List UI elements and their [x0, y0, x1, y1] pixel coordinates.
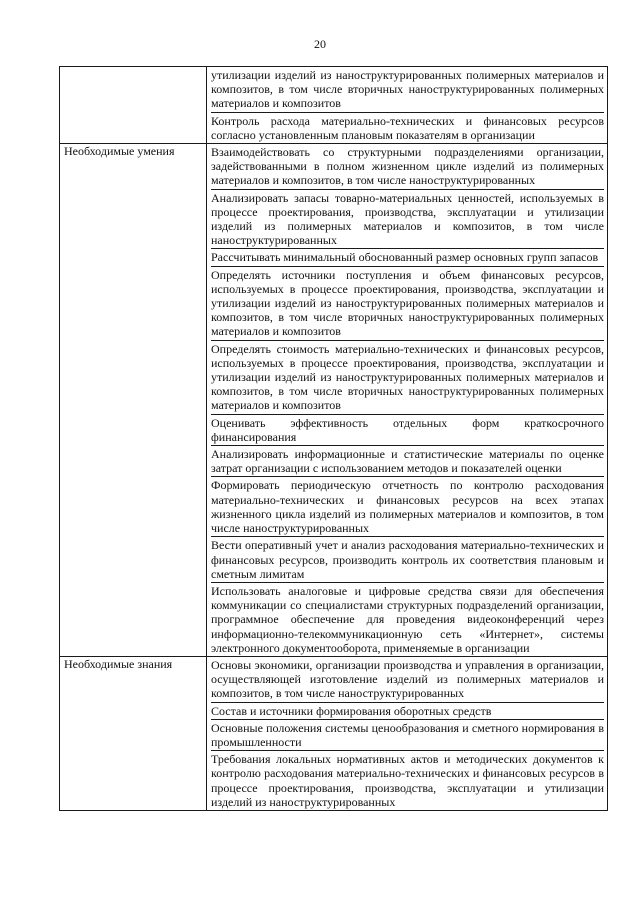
- requirement-item: Определять стоимость материально-технических и финансовых ресурсов, используемых в процессе проектирования, производства, эксплуатации и утилизации изделий из наноструктурированных полимерных материалов и композитов, в том числе вторичных наноструктурированных полимерных материалов и композитов: [211, 341, 604, 413]
- requirement-item: Основы экономики, организации производства и управления в организации, осуществляющей изготовление изделий из полимерных материалов и композитов, в том числе наноструктурированных: [211, 657, 604, 701]
- table-row: [60, 144, 608, 657]
- table-row: [60, 67, 608, 144]
- requirement-item: Анализировать информационные и статистические материалы по оценке затрат организации с использованием методов и показателей оценки: [211, 447, 604, 476]
- items-cell: [207, 67, 608, 144]
- page-number: 20: [314, 37, 326, 51]
- requirement-item: Требования локальных нормативных актов и методических документов к контролю расходования материально-технических и финансовых ресурсов в процессе проектирования, производства, эксплуатации и утилизации изделий из наноструктурированных: [211, 752, 604, 809]
- requirement-item: Определять источники поступления и объем финансовых ресурсов, используемых в процессе проектирования, производства, эксплуатации и утилизации изделий из наноструктурированных полимерных материалов и композитов, в том числе вторичных наноструктурированных полимерных материалов и композитов: [211, 267, 604, 339]
- requirement-item: Состав и источники формирования оборотных средств: [211, 702, 604, 719]
- category-cell: Необходимые умения: [60, 144, 207, 657]
- requirement-item: Контроль расхода материально-технических и финансовых ресурсов согласно установленным плановым показателям в организации: [211, 113, 604, 142]
- requirement-item: утилизации изделий из наноструктурированных полимерных материалов и композитов, в том числе вторичных наноструктурированных полимерных материалов и композитов: [211, 68, 604, 111]
- requirement-item: Анализировать запасы товарно-материальных ценностей, используемых в процессе проектирования, производства, эксплуатации и утилизации изделий из полимерных материалов и композитов, в том числе наноструктурированных: [211, 190, 604, 248]
- requirement-item: Вести оперативный учет и анализ расходования материально-технических и финансовых ресурсов, производить контроль их соответствия плановым и сметным лимитам: [211, 538, 604, 581]
- requirement-item: Формировать периодическую отчетность по контролю расходования материально-технических и финансовых ресурсов на всех этапах жизненного цикла изделий из полимерных материалов и композитов, в том числе наноструктурированных: [211, 478, 604, 536]
- requirement-item: Взаимодействовать со структурными подразделениями организации, задействованными в полном жизненном цикле изделий из полимерных материалов и композитов, в том числе наноструктурированных: [211, 145, 604, 188]
- requirement-item: Основные положения системы ценообразования и сметного нормирования в промышленности: [211, 720, 604, 749]
- table-row: [60, 656, 608, 810]
- requirement-item: Использовать аналоговые и цифровые средства связи для обеспечения коммуникации со специалистами структурных подразделений организации, программное обеспечение для проведения видеоконференций через информационно-телекоммуникационную сеть «Интернет», системы электронного документооборота, применяемые в организации: [211, 583, 604, 655]
- table-body: [60, 67, 608, 811]
- requirement-item: Оценивать эффективность отдельных форм краткосрочного финансирования: [211, 415, 604, 444]
- requirements-table: [59, 66, 608, 811]
- requirement-item: Рассчитывать минимальный обоснованный размер основных групп запасов: [211, 248, 604, 265]
- category-cell: Необходимые знания: [60, 656, 207, 810]
- items-cell: [207, 144, 608, 657]
- category-cell: [60, 67, 207, 144]
- items-cell: [207, 656, 608, 810]
